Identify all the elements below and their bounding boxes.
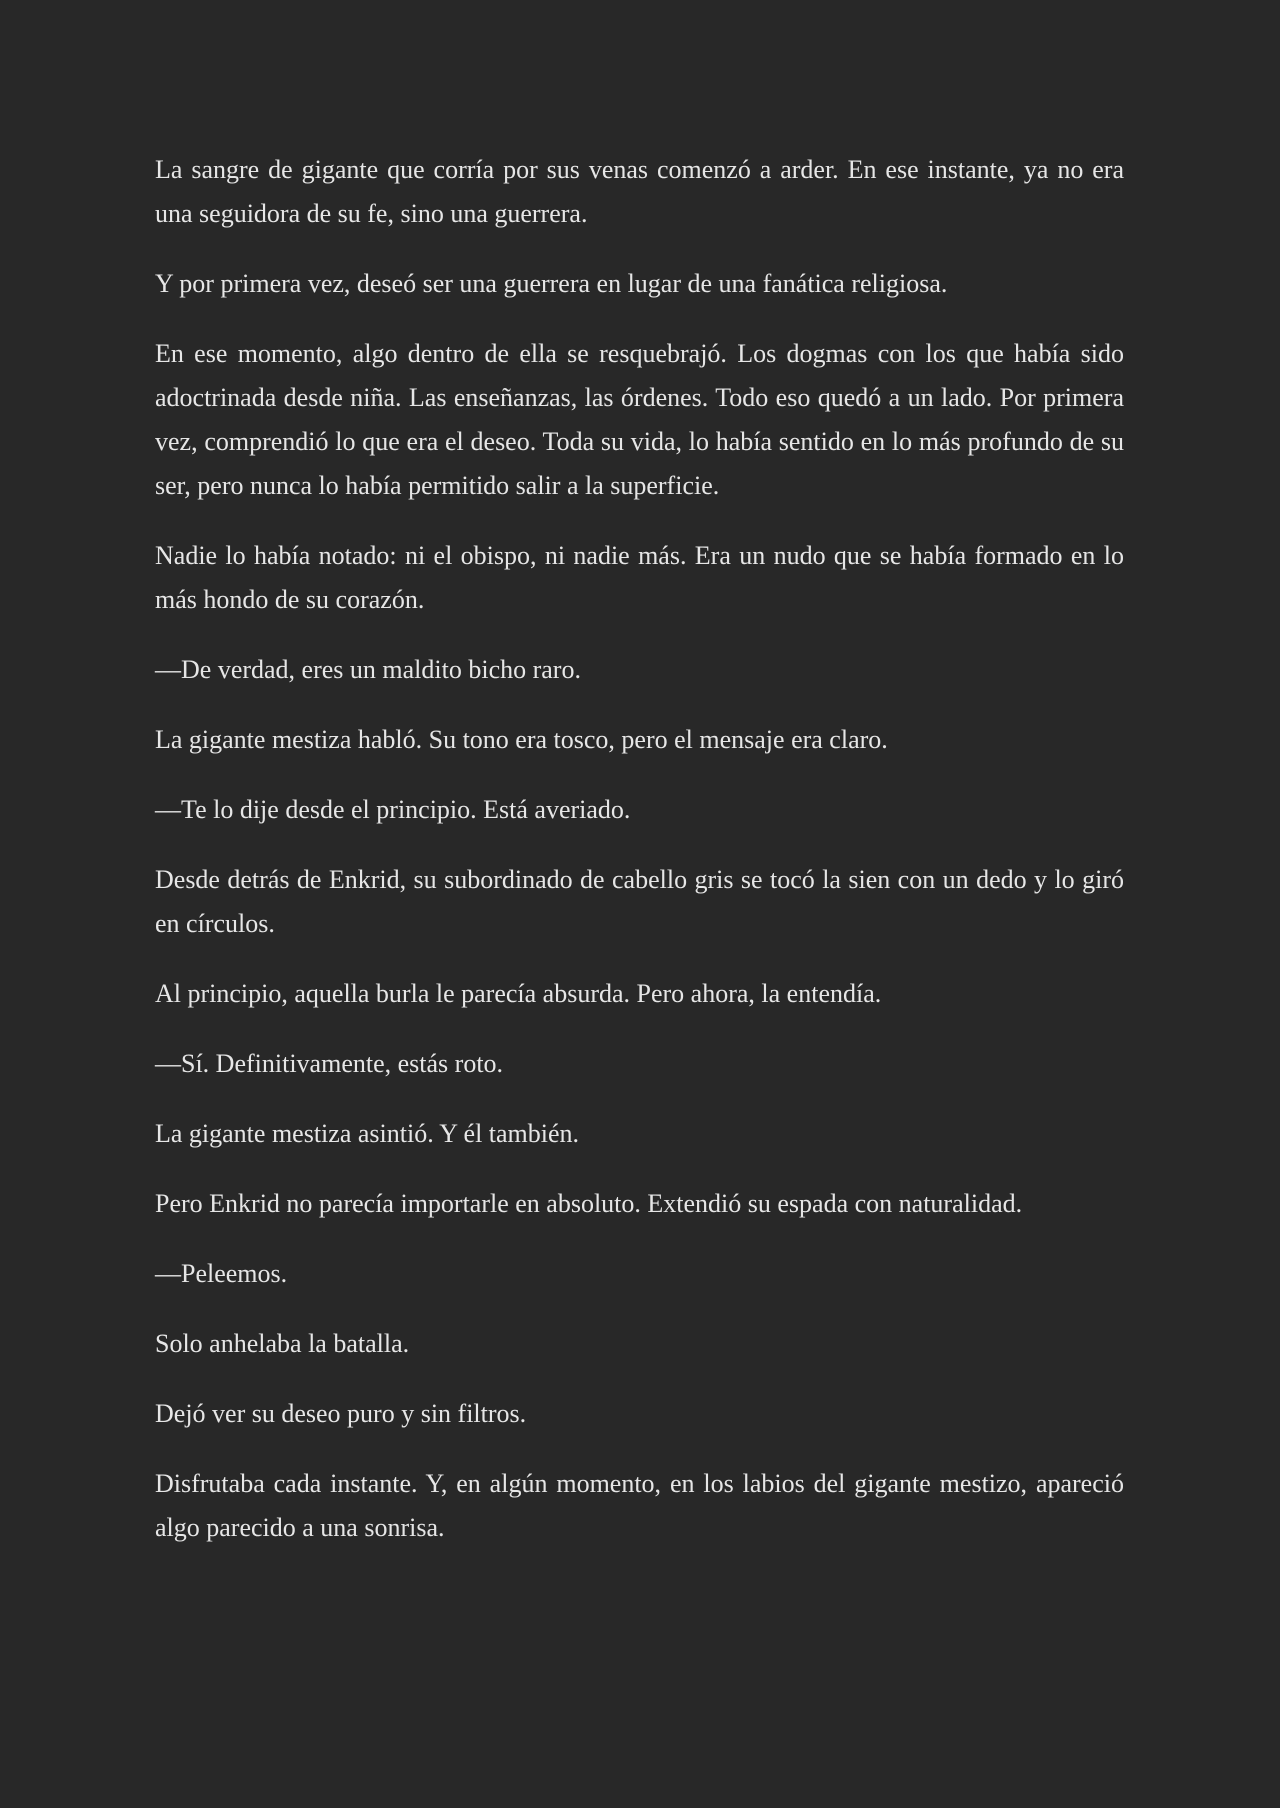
paragraph: —Sí. Definitivamente, estás roto. [155,1049,504,1078]
paragraph: La sangre de gigante que corría por sus venas comenzó a arder. En ese instante, ya no era una seguidora de su fe, sino una guerrera. [155,155,1124,228]
paragraph: Y por primera vez, deseó ser una guerrera en lugar de una fanática religiosa. [155,269,948,298]
paragraph: Dejó ver su deseo puro y sin filtros. [155,1399,527,1428]
paragraph: Desde detrás de Enkrid, su subordinado de cabello gris se tocó la sien con un dedo y lo giró en círculos. [155,865,1124,938]
paragraph: —Te lo dije desde el principio. Está averiado. [155,795,631,824]
paragraph: Nadie lo había notado: ni el obispo, ni nadie más. Era un nudo que se había formado en lo más hondo de su corazón. [155,541,1124,614]
paragraph: Disfrutaba cada instante. Y, en algún momento, en los labios del gigante mestizo, apareció algo parecido a una sonrisa. [155,1469,1124,1542]
paragraph: La gigante mestiza habló. Su tono era tosco, pero el mensaje era claro. [155,725,888,754]
paragraph: Pero Enkrid no parecía importarle en absoluto. Extendió su espada con naturalidad. [155,1189,1023,1218]
paragraph: La gigante mestiza asintió. Y él también. [155,1119,580,1148]
paragraph: Solo anhelaba la batalla. [155,1329,410,1358]
reading-pane [155,148,1124,1576]
paragraph: En ese momento, algo dentro de ella se resquebrajó. Los dogmas con los que había sido adoctrinada desde niña. Las enseñanzas, las órdenes. Todo eso quedó a un lado. Por primera vez, comprendió lo que era el deseo. Toda su vida, lo había sentido en lo más profundo de su ser, pero nunca lo había permitido salir a la superficie. [155,339,1124,500]
paragraph: Al principio, aquella burla le parecía absurda. Pero ahora, la entendía. [155,979,882,1008]
paragraph: —Peleemos. [155,1259,288,1288]
paragraph: —De verdad, eres un maldito bicho raro. [155,655,581,684]
